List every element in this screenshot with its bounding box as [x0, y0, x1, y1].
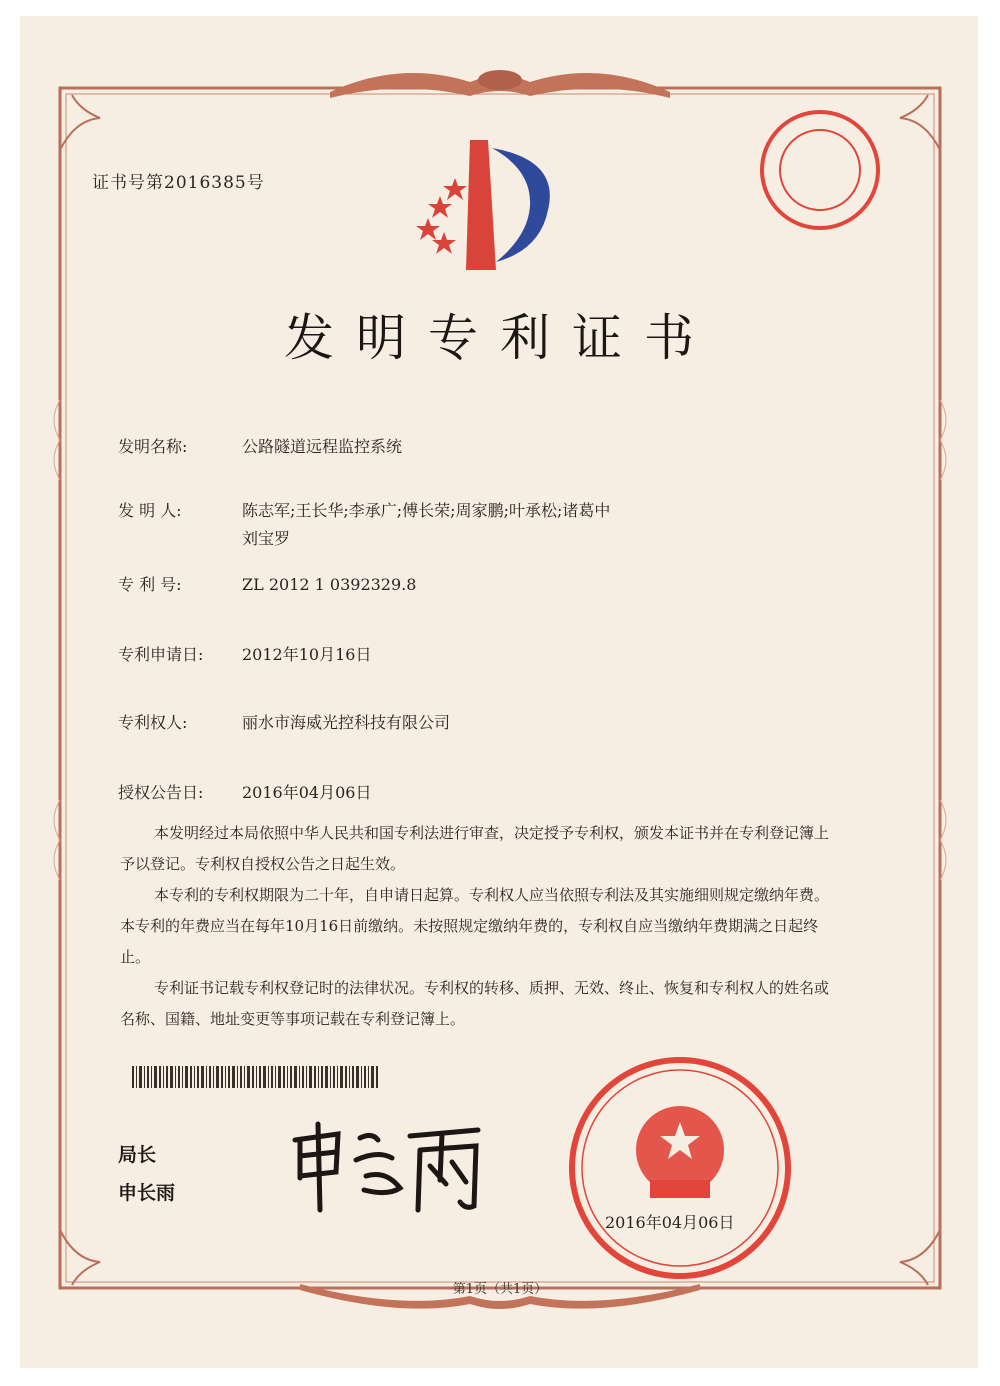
logo-stars-icon [416, 178, 467, 254]
barcode-icon [132, 1066, 378, 1088]
field-label: 专 利 号: [118, 575, 182, 594]
field-label: 发 明 人: [118, 501, 182, 520]
body-paragraph-1: 本发明经过本局依照中华人民共和国专利法进行审查，决定授予专利权，颁发本证书并在专利登记簿上予以登记。专利权自授权公告之日起生效。 [120, 824, 830, 873]
director-title: 局长 [118, 1144, 157, 1166]
field-value: 2016年04月06日 [242, 783, 372, 802]
patent-office-logo [416, 140, 550, 270]
logo-blue-arc-icon [492, 148, 550, 262]
page-title: 发明专利证书 [284, 309, 716, 367]
certificate-number: 证书号第2016385号 [92, 173, 265, 193]
field-value: 公路隧道远程监控系统 [242, 437, 403, 456]
field-invention-name [118, 434, 402, 457]
seal-date: 2016年04月06日 [605, 1213, 735, 1232]
field-label: 授权公告日: [118, 783, 204, 802]
field-inventors [118, 498, 610, 521]
official-seal [572, 1060, 788, 1276]
field-value: ZL 2012 1 0392329.8 [242, 575, 417, 594]
certificate-body [120, 818, 840, 1035]
director-name: 申长雨 [118, 1182, 176, 1204]
field-value: 丽水市海威光控科技有限公司 [242, 713, 451, 732]
signature-icon [295, 1124, 478, 1210]
field-patentee [118, 710, 450, 733]
body-paragraph-3: 专利证书记载专利权登记时的法律状况。专利权的转移、质押、无效、终止、恢复和专利权人的姓名或名称、国籍、地址变更等事项记载在专利登记簿上。 [120, 979, 830, 1028]
field-label: 专利申请日: [118, 645, 204, 664]
field-application-date [118, 642, 371, 665]
field-label: 专利权人: [118, 713, 188, 732]
field-value: 陈志军;王长华;李承广;傅长荣;周家鹏;叶承松;诸葛中 [242, 501, 611, 520]
field-label: 发明名称: [118, 437, 188, 456]
body-paragraph-2: 本专利的专利权期限为二十年，自申请日起算。专利权人应当依照专利法及其实施细则规定缴纳年费。本专利的年费应当在每年10月16日前缴纳。未按照规定缴纳年费的，专利权自应当缴纳年费期满之日起终止。 [120, 886, 830, 966]
page-number: 第1页（共1页） [452, 1282, 548, 1297]
field-grant-date [118, 780, 371, 803]
tax-stamp [762, 112, 878, 228]
field-value: 2012年10月16日 [242, 645, 372, 664]
corner-ornament-icon [60, 95, 940, 1285]
logo-red-bar-icon [466, 140, 496, 270]
field-inventors-continued: 刘宝罗 [242, 529, 291, 548]
field-patent-number [118, 572, 416, 595]
